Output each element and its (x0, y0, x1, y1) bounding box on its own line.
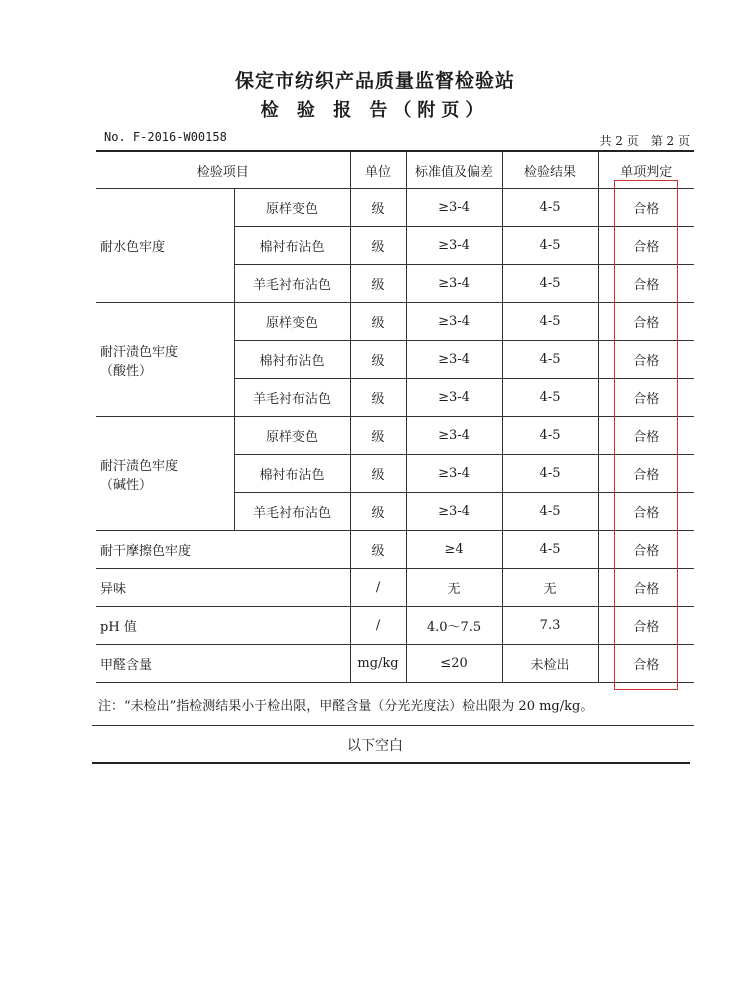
table-row (96, 569, 694, 607)
report-subtitle: 检 验 报 告（附页） (260, 100, 490, 121)
results-table-area (96, 150, 694, 683)
verdict-cell: 合格 (598, 341, 694, 379)
result-cell: 4-5 (502, 303, 598, 341)
item-cell: 耐干摩擦色牢度 (96, 531, 350, 569)
group-item-cell (96, 417, 234, 531)
group-item-label: 耐汗渍色牢度 (100, 344, 179, 360)
verdict-cell: 合格 (598, 189, 694, 227)
group-item-sublabel: （碱性） (100, 477, 153, 493)
verdict-cell: 合格 (598, 417, 694, 455)
col-header-verdict: 单项判定 (598, 151, 694, 189)
standard-cell: 4.0～7.5 (406, 607, 502, 645)
result-cell: 4-5 (502, 265, 598, 303)
result-cell: 4-5 (502, 455, 598, 493)
unit-cell: 级 (350, 531, 406, 569)
group-item-sublabel: （酸性） (100, 363, 153, 379)
group-item-cell (96, 303, 234, 417)
verdict-cell: 合格 (598, 303, 694, 341)
unit-cell: / (350, 569, 406, 607)
col-header-unit: 单位 (350, 151, 406, 189)
result-cell: 4-5 (502, 379, 598, 417)
sub-item-cell: 原样变色 (234, 189, 350, 227)
footnote: 注：“未检出”指检测结果小于检出限，甲醛含量（分光光度法）检出限为 20 mg/kg。 (98, 699, 594, 714)
col-header-result: 检验结果 (502, 151, 598, 189)
doc-number: No. F-2016-W00158 (104, 130, 227, 144)
standard-cell: ≥3-4 (406, 303, 502, 341)
item-cell: 甲醛含量 (96, 645, 350, 683)
table-row (96, 645, 694, 683)
verdict-cell: 合格 (598, 455, 694, 493)
report-title: 保定市纺织产品质量监督检验站 (234, 70, 515, 92)
item-cell: 异味 (96, 569, 350, 607)
sub-item-cell: 羊毛衬布沾色 (234, 265, 350, 303)
unit-cell: 级 (350, 227, 406, 265)
standard-cell: ≥3-4 (406, 341, 502, 379)
table-row (96, 417, 694, 455)
standard-cell: ≥3-4 (406, 227, 502, 265)
standard-cell: ≥3-4 (406, 379, 502, 417)
verdict-cell: 合格 (598, 493, 694, 531)
end-of-content-label: 以下空白 (347, 738, 403, 754)
result-cell: 7.3 (502, 607, 598, 645)
verdict-cell: 合格 (598, 379, 694, 417)
col-header-standard: 标准值及偏差 (406, 151, 502, 189)
group-item-label: 耐汗渍色牢度 (100, 458, 179, 474)
verdict-cell: 合格 (598, 607, 694, 645)
unit-cell: 级 (350, 417, 406, 455)
table-header-row (96, 151, 694, 189)
unit-cell: 级 (350, 265, 406, 303)
verdict-cell: 合格 (598, 531, 694, 569)
unit-cell: 级 (350, 455, 406, 493)
unit-cell: mg/kg (350, 645, 406, 683)
result-cell: 未检出 (502, 645, 598, 683)
unit-cell: 级 (350, 189, 406, 227)
standard-cell: ≥3-4 (406, 265, 502, 303)
sub-item-cell: 羊毛衬布沾色 (234, 493, 350, 531)
page-info: 共 2 页 第 2 页 (599, 134, 690, 148)
sub-item-cell: 羊毛衬布沾色 (234, 379, 350, 417)
result-cell: 4-5 (502, 493, 598, 531)
group-item-label: 耐水色牢度 (100, 240, 166, 255)
unit-cell: 级 (350, 493, 406, 531)
unit-cell: 级 (350, 379, 406, 417)
result-cell: 无 (502, 569, 598, 607)
verdict-highlight-box (614, 180, 678, 690)
unit-cell: 级 (350, 341, 406, 379)
table-row (96, 531, 694, 569)
divider (92, 725, 694, 726)
item-cell: pH 值 (96, 607, 350, 645)
sub-item-cell: 棉衬布沾色 (234, 341, 350, 379)
verdict-cell: 合格 (598, 265, 694, 303)
sub-item-cell: 棉衬布沾色 (234, 227, 350, 265)
standard-cell: ≥3-4 (406, 455, 502, 493)
verdict-cell: 合格 (598, 569, 694, 607)
verdict-cell: 合格 (598, 645, 694, 683)
unit-cell: 级 (350, 303, 406, 341)
result-cell: 4-5 (502, 189, 598, 227)
table-row (96, 189, 694, 227)
standard-cell: 无 (406, 569, 502, 607)
standard-cell: ≥3-4 (406, 417, 502, 455)
standard-cell: ≥3-4 (406, 493, 502, 531)
standard-cell: ≤20 (406, 645, 502, 683)
result-cell: 4-5 (502, 417, 598, 455)
col-header-item: 检验项目 (96, 151, 350, 189)
sub-item-cell: 棉衬布沾色 (234, 455, 350, 493)
sub-item-cell: 原样变色 (234, 303, 350, 341)
standard-cell: ≥4 (406, 531, 502, 569)
standard-cell: ≥3-4 (406, 189, 502, 227)
verdict-cell: 合格 (598, 227, 694, 265)
result-cell: 4-5 (502, 227, 598, 265)
result-cell: 4-5 (502, 531, 598, 569)
sub-item-cell: 原样变色 (234, 417, 350, 455)
results-table (96, 150, 694, 683)
table-row (96, 303, 694, 341)
bottom-rule (92, 762, 690, 764)
group-item-cell (96, 189, 234, 303)
result-cell: 4-5 (502, 341, 598, 379)
table-row (96, 607, 694, 645)
unit-cell: / (350, 607, 406, 645)
